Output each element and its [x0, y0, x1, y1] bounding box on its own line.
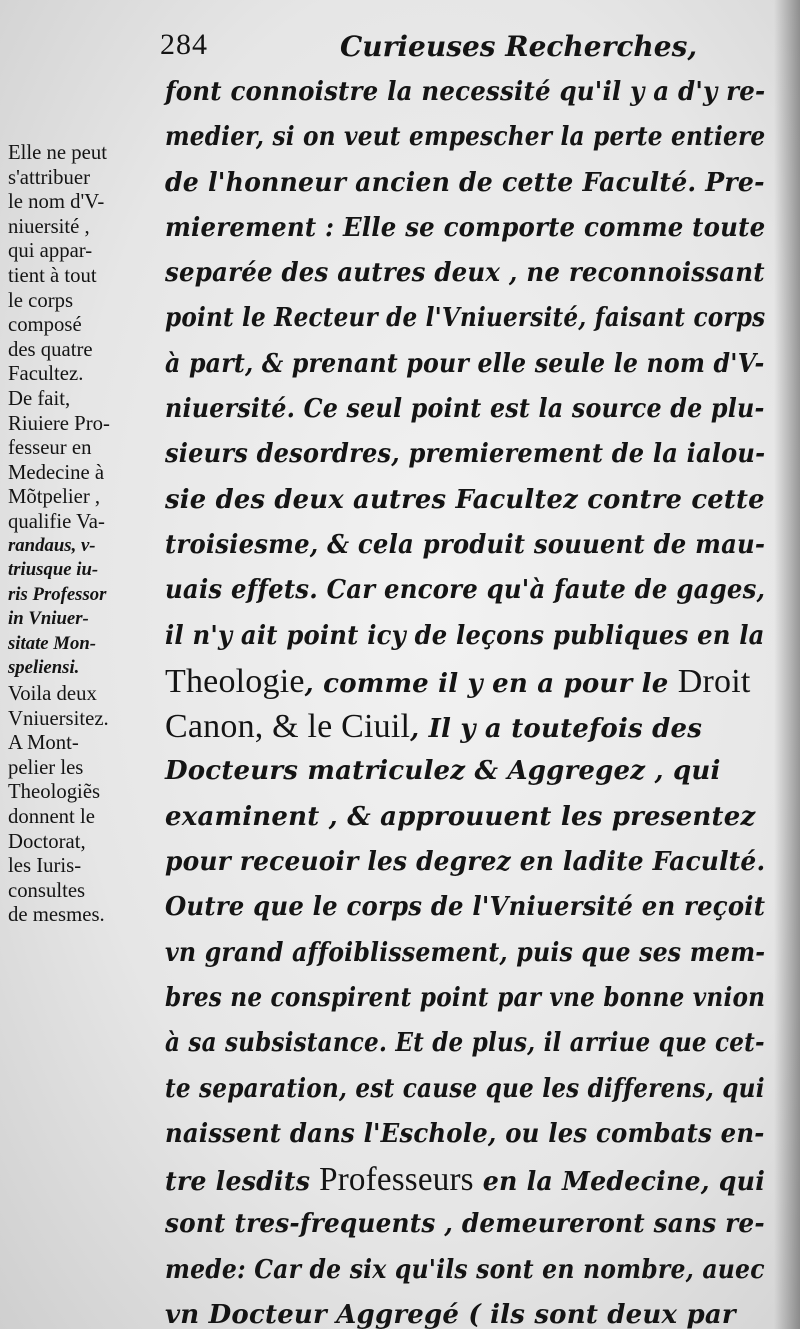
margin-note-line: Mõtpelier , [8, 484, 101, 509]
italic-text-segment: examinent , & approuuent les presentez [165, 801, 756, 832]
margin-note-line: Voila deux [8, 681, 97, 706]
text-line [165, 1112, 765, 1157]
roman-text-segment: Canon, & le Ciuil [165, 708, 411, 746]
text-line [165, 704, 765, 749]
margin-note-line: Doctorat, [8, 828, 86, 853]
margin-note-line: qui appar- [8, 238, 93, 263]
italic-text-segment: te separation, est cause que les differens, qui [165, 1073, 765, 1104]
text-line [165, 614, 765, 659]
italic-text-segment: mede: Car de six qu'ils sont en nombre, auec [165, 1254, 765, 1285]
italic-text-segment: vn grand affoiblissement, puis que ses mem- [165, 937, 766, 968]
italic-text-segment: separée des autres deux , ne reconnoissant [165, 258, 765, 289]
page-number: 284 [160, 28, 208, 61]
italic-text-segment: de l'honneur ancien de cette Faculté. Pre- [165, 167, 765, 198]
margin-note-line: A Mont- [8, 730, 79, 755]
text-line [165, 387, 765, 432]
text-line [165, 1202, 765, 1247]
text-line [165, 885, 766, 930]
page-edge-shadow [774, 0, 800, 1329]
margin-note-line: randaus, v- [8, 534, 96, 556]
text-line [165, 251, 765, 296]
text-line [165, 1248, 765, 1293]
italic-text-segment: uais effets. Car encore qu'à faute de gages, [165, 575, 766, 606]
italic-text-segment: Docteurs matriculez & Aggregez , qui [165, 756, 721, 787]
margin-note-line: tient à tout [8, 262, 97, 287]
text-line [165, 1293, 765, 1329]
margin-note-line: qualifie Va- [8, 508, 105, 533]
text-line [165, 1021, 765, 1066]
margin-note-line: ris Professor [8, 583, 107, 605]
margin-note-line: le corps [8, 287, 74, 312]
margin-note-line: de mesmes. [8, 902, 105, 927]
text-line [165, 749, 765, 794]
text-line [165, 342, 765, 387]
italic-text-segment: sieurs desordres, premierement de la ialou- [165, 439, 766, 470]
text-line [165, 976, 766, 1021]
margin-note-line: Theologiẽs [8, 779, 101, 804]
page-header [160, 28, 760, 72]
italic-text-segment: Outre que le corps de l'Vniuersité en reçoit [165, 892, 766, 923]
text-line [165, 296, 766, 341]
italic-text-segment: tre lesdits [165, 1167, 320, 1198]
margin-note-line: s'attribuer [8, 164, 91, 189]
italic-text-segment: mierement : Elle se comporte comme toute [165, 212, 766, 243]
margin-note-line: les Iuris- [8, 853, 82, 878]
italic-text-segment: sie des deux autres Facultez contre cette [165, 484, 765, 515]
margin-note-line: consultes [8, 877, 86, 902]
italic-text-segment: vn Docteur Aggregé ( ils sont deux par [165, 1300, 736, 1329]
text-line [165, 795, 765, 840]
margin-notes [8, 140, 160, 927]
italic-text-segment: medier, si on veut empescher la perte entiere [165, 122, 766, 153]
margin-note-line: des quatre [8, 336, 93, 361]
italic-text-segment: à part, & prenant pour elle seule le nom d'V- [165, 348, 765, 379]
text-line [165, 840, 766, 885]
margin-note-line: niuersité , [8, 213, 90, 238]
text-line [165, 523, 766, 568]
italic-text-segment: font connoistre la necessité qu'il y a d'y re- [165, 77, 766, 107]
text-line [165, 161, 765, 206]
italic-text-segment: niuersité. Ce seul point est la source de plu- [165, 394, 765, 425]
italic-text-segment: bres ne conspirent point par vne bonne vnion [165, 982, 766, 1013]
italic-text-segment: point le Recteur de l'Vniuersité, faisant corps [165, 303, 766, 334]
italic-text-segment: sont tres-frequents , demeureront sans re- [165, 1209, 765, 1240]
margin-note-line: composé [8, 312, 82, 337]
margin-note-line: le nom d'V- [8, 189, 105, 214]
roman-text-segment: Professeurs [319, 1161, 474, 1199]
roman-text-segment: Theologie [165, 662, 305, 700]
italic-text-segment: , comme il y en a pour le [304, 668, 678, 699]
margin-note-line: Elle ne peut [8, 140, 107, 164]
margin-note-line: Riuiere Pro- [8, 410, 110, 435]
margin-note-line: De fait, [8, 385, 71, 410]
margin-note-line: Vniuersitez. [8, 705, 109, 730]
italic-text-segment: il n'y ait point icy de leçons publiques en la [165, 620, 765, 651]
margin-note-line: speliensi. [8, 657, 80, 679]
running-title: Curieuses Recherches, [340, 30, 698, 63]
text-line [165, 931, 766, 976]
text-line [165, 115, 766, 160]
italic-text-segment: , Il y a toutefois des [410, 714, 703, 745]
italic-text-segment: pour receuoir les degrez en ladite Faculté. [165, 847, 766, 878]
italic-text-segment: troisiesme, & cela produit souuent de mau- [165, 529, 766, 560]
main-text-block [165, 70, 765, 1329]
text-line [165, 568, 766, 613]
margin-note-line: triusque iu- [8, 559, 99, 581]
italic-text-segment: à sa subsistance. Et de plus, il arriue que cet- [165, 1028, 765, 1059]
text-line [165, 1157, 766, 1202]
margin-note-line: in Vniuer- [8, 608, 89, 630]
margin-note-line: sitate Mon- [8, 632, 97, 654]
text-line [165, 70, 766, 115]
margin-note-line: pelier les [8, 754, 84, 779]
text-line [165, 1067, 765, 1112]
text-line [165, 659, 765, 704]
margin-note-line: Facultez. [8, 361, 84, 386]
margin-note-line: Medecine à [8, 459, 105, 484]
text-line [165, 206, 766, 251]
roman-text-segment: Droit [677, 662, 751, 700]
italic-text-segment: naissent dans l'Eschole, ou les combats en- [165, 1118, 765, 1149]
margin-note-line: donnent le [8, 804, 95, 829]
italic-text-segment: en la Medecine, qui [473, 1167, 766, 1198]
text-line [165, 478, 765, 523]
text-line [165, 432, 766, 477]
margin-note-line: fesseur en [8, 435, 92, 460]
